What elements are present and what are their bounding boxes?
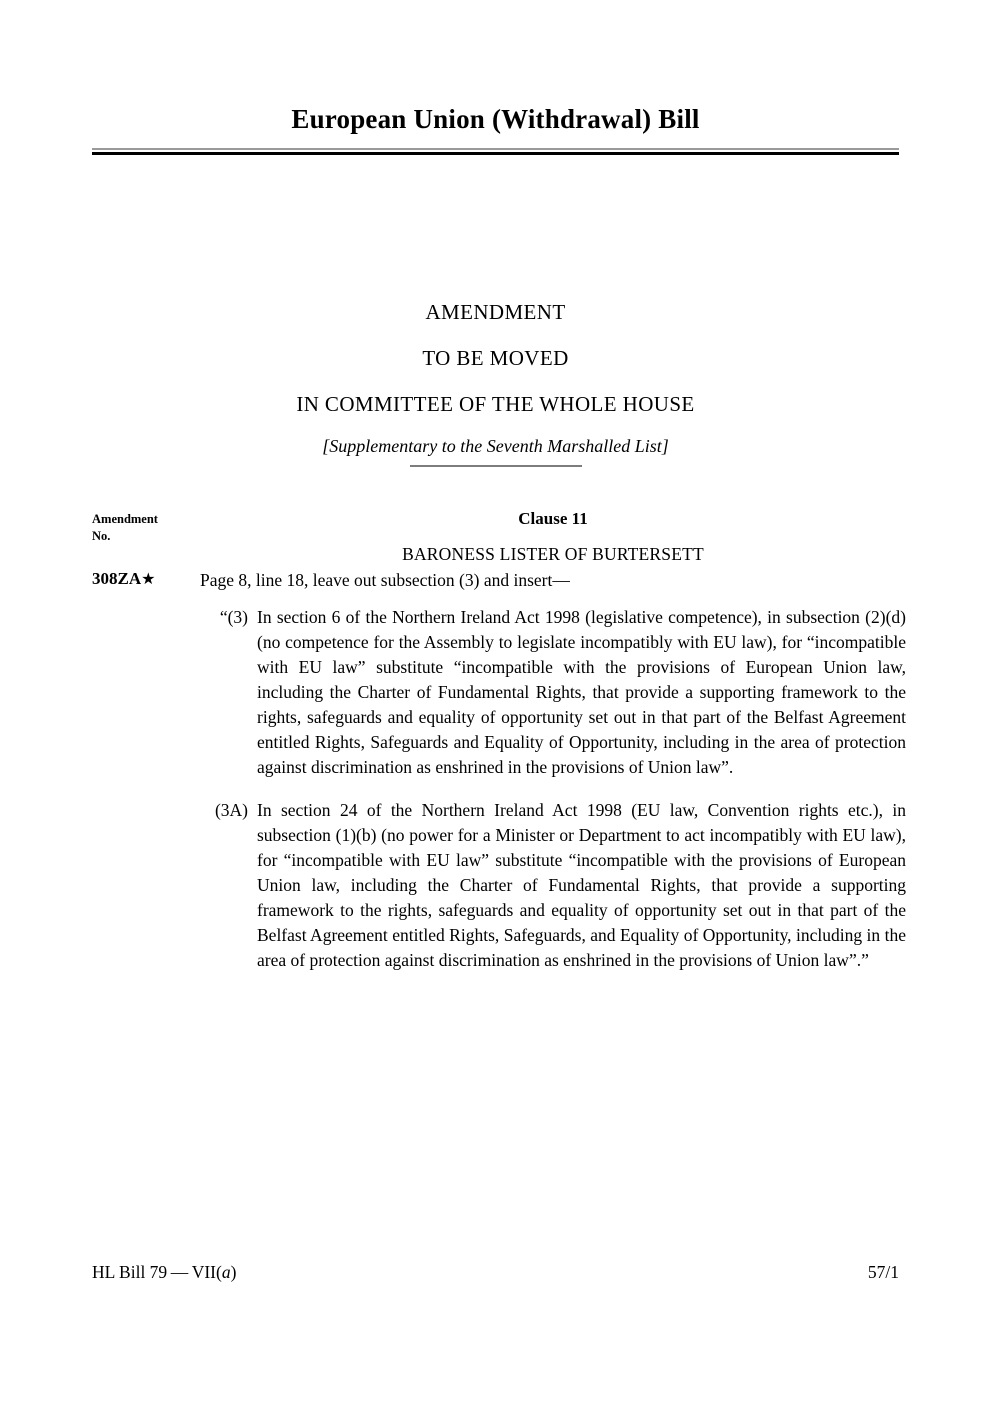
amendment-number-text: 308ZA	[92, 569, 142, 588]
subsection-item	[200, 605, 906, 780]
title-double-rule	[92, 148, 899, 155]
heading-subtitle: [Supplementary to the Seventh Marshalled List]	[322, 436, 669, 456]
bill-reference	[92, 1262, 236, 1283]
title-rule-thick	[92, 152, 899, 155]
bill-reference-prefix: HL Bill 79 — VII(	[92, 1262, 222, 1282]
amendment-no-label-line2: No.	[92, 528, 111, 543]
subsection-marker: (3A)	[214, 800, 248, 821]
page-title: European Union (Withdrawal) Bill	[291, 104, 700, 134]
title-rule-hairline	[92, 148, 899, 150]
starred-amendment-icon: ★	[141, 571, 156, 588]
page-footer	[92, 1262, 899, 1283]
amendment-no-column-label	[92, 511, 212, 545]
heading-to-be-moved: TO BE MOVED	[422, 346, 569, 370]
clause-heading: Clause 11	[518, 509, 588, 528]
section-divider	[410, 465, 582, 467]
amendment-sponsor: BARONESS LISTER OF BURTERSETT	[402, 544, 704, 564]
subsection-text: In section 24 of the Northern Ireland Act 1998 (EU law, Convention rights etc.), in subsection (1)(b) (no power for a Minister or Department to act incompatibly with EU law), for “incompatible with EU law” substitute “incompatible with the provisions of European Union law, including the Charter of Fundamental Rights, that provide a supporting framework to the rights, safeguards and equality of opportunity set out in that part of the Belfast Agreement entitled Rights, Safeguards, and Equality of Opportunity, including in the area of protection against discrimination as enshrined in the provisions of Union law”.”	[257, 800, 906, 971]
subsection-marker: “(3)	[219, 607, 248, 627]
heading-block	[92, 300, 899, 457]
inserted-subsections	[200, 605, 906, 973]
heading-amendment: AMENDMENT	[425, 300, 566, 324]
amendment-instruction: Page 8, line 18, leave out subsection (3) and insert—	[200, 570, 570, 590]
subsection-text: In section 6 of the Northern Ireland Act 1998 (legislative competence), in subsection (2)(d) (no competence for the Assembly to legislate incompatibly with EU law), for “incompatible with EU law” substitute “incompatible with the provisions of European Union law, including the Charter of Fundamental Rights, that provide a supporting framework to the rights, safeguards and equality of opportunity set out in that part of the Belfast Agreement entitled Rights, Safeguards and Equality of Opportunity, including in the area of protection against discrimination as enshrined in the provisions of Union law”.	[257, 607, 906, 778]
amendment-block	[92, 569, 906, 973]
amendment-no-label-line1: Amendment	[92, 512, 158, 526]
amendment-number	[92, 569, 192, 589]
subsection-item	[200, 798, 906, 973]
bill-reference-suffix: )	[230, 1262, 237, 1282]
amendment-instruction-row	[92, 569, 906, 593]
heading-in-committee: IN COMMITTEE OF THE WHOLE HOUSE	[296, 392, 695, 416]
page-number: 57/1	[867, 1262, 899, 1282]
bill-reference-part-letter: a	[221, 1262, 231, 1282]
